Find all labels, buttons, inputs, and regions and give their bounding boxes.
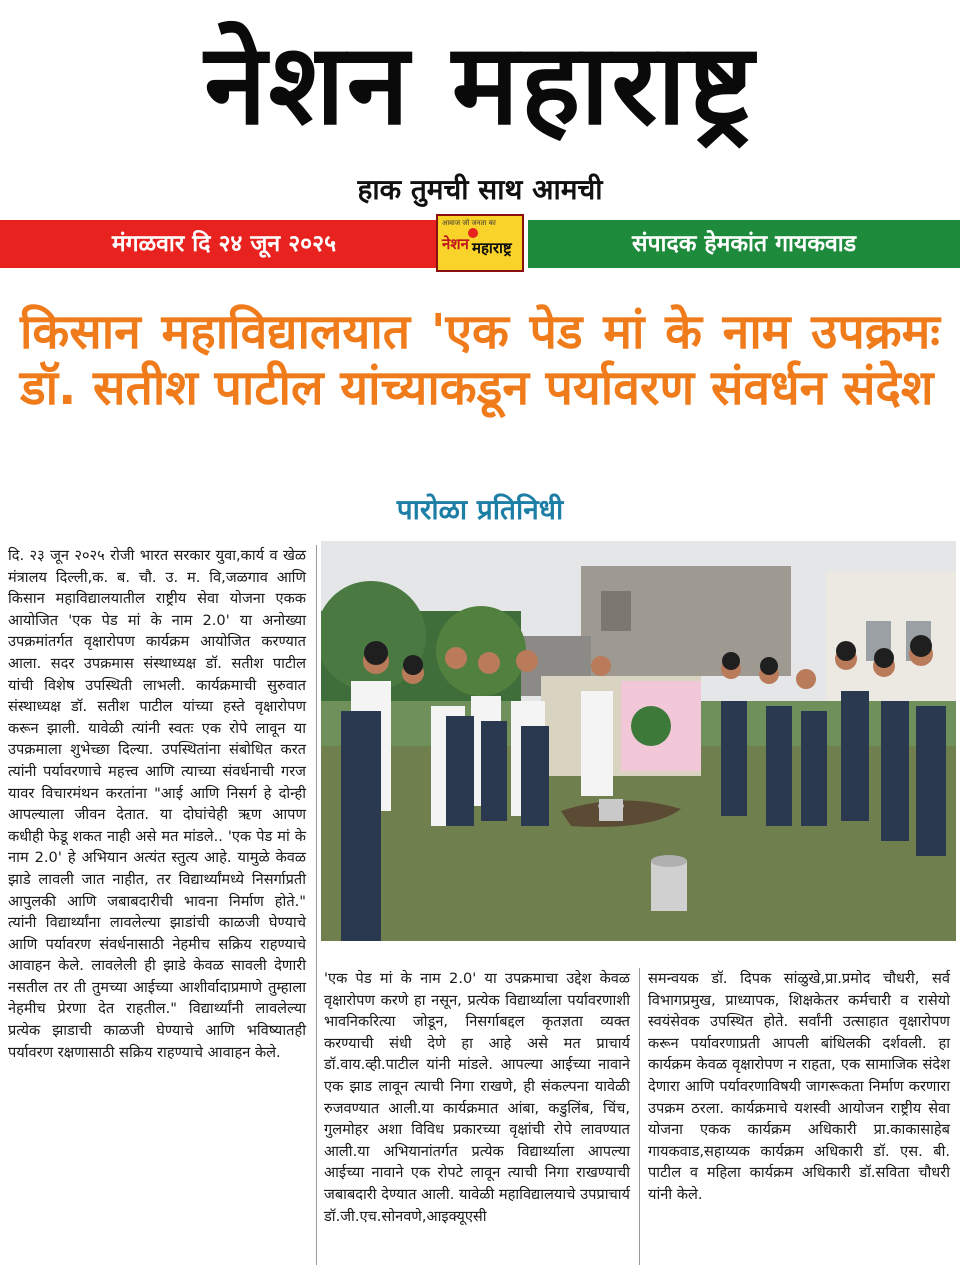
- newspaper-logo: [436, 214, 524, 272]
- issue-date: मंगळवार दि २४ जून २०२५: [111, 231, 337, 257]
- article-headline: किसान महाविद्यालयात 'एक पेड मां के नाम उपक्रमः डॉ. सतीश पाटील यांच्याकडून पर्यावरण संवर्धन संदेश: [20, 304, 940, 416]
- event-photo: [321, 541, 956, 941]
- column-divider: [316, 545, 317, 1265]
- logo-word-maharashtra: महाराष्ट्र: [472, 239, 512, 257]
- editor-name: संपादक हेमकांत गायकवाड: [631, 231, 857, 257]
- masthead-tagline: हाक तुमची साथ आमची: [357, 173, 603, 206]
- mic-icon: [468, 228, 478, 238]
- logo-tagline: आवाज जो जनता का: [442, 219, 496, 227]
- masthead-title: नेशन महाराष्ट्र: [204, 20, 756, 150]
- column-divider: [639, 968, 640, 1265]
- article-column-2: 'एक पेड मां के नाम 2.0' या उपक्रमाचा उद्देश केवळ वृक्षारोपण करणे हा नसून, प्रत्येक विद्यार्थ्याला पर्यावरणाशी भावनिकरित्या जोडून, निसर्गाबद्दल कृतज्ञता व्यक्त करण्याची संधी देणे हा आहे असे मत प्राचार्य डॉ.वाय.व्ही.पाटील यांनी मांडले. आपल्या आईच्या नावाने एक झाड लावून त्याची निगा राखणे, ही संकल्पना यावेळी रुजवण्यात आली.या कार्यक्रमात आंबा, कडुलिंब, चिंच, गुलमोहर अशा विविध प्रकारच्या वृक्षांची रोपे लावण्यात आली.या अभियानांतर्गत प्रत्येक विद्यार्थ्याला आपल्या आईच्या नावाने एक रोपटे लावून त्याची निगा राखण्याची जबाबदारी देण्यात आली. यावेळी महाविद्यालयाचे उपप्राचार्य डॉ.जी.एच.सोनवणे,आइक्यूएसी: [324, 970, 630, 1225]
- reporter-credit: पारोळा प्रतिनिधी: [396, 493, 564, 526]
- article-column-1: दि. २३ जून २०२५ रोजी भारत सरकार युवा,कार्य व खेळ मंत्रालय दिल्ली,क. ब. चौ. उ. म. वि,जळगाव आणि किसान महाविद्यालयातील राष्ट्रीय सेवा योजना एकक आयोजित 'एक पेड मां के नाम 2.0' या अनोख्या उपक्रमांतर्गत वृक्षारोपण कार्यक्रम आयोजित करण्यात आला. सदर उपक्रमास संस्थाध्यक्ष डॉ. सतीश पाटील यांची विशेष उपस्थिती लाभली. कार्यक्रमाची सुरुवात संस्थाध्यक्ष डॉ. सतीश पाटील यांच्या हस्ते वृक्षारोपण करून झाली. यावेळी त्यांनी स्वतः एक रोपे लावून या उपक्रमाला शुभेच्छा दिल्या. उपस्थितांना संबोधित करत त्यांनी पर्यावरणाचे महत्त्व आणि त्याच्या संवर्धनाची गरज यावर विचारमंथन करतांना "आई आणि निसर्ग हे दोन्ही आपल्याला जीवन देतात. या दोघांचेही ऋण आपण कधीही फेडू शकत नाही असे मत मांडले.. 'एक पेड मां के नाम 2.0' हे अभियान अत्यंत स्तुत्य आहे. यामुळे केवळ झाडे लावली जात नाहीत, तर विद्यार्थ्यांमध्ये निसर्गाप्रती आपुलकी आणि जबाबदारीची भावना निर्माण होते." त्यांनी विद्यार्थ्यांना लावलेल्या झाडांची काळजी घेण्याचे आणि पर्यावरण संवर्धनासाठी नेहमीच सक्रिय राहण्याचे आवाहन केले. लावलेली ही झाडे केवळ सावली देणारी नसतील तर ती तुमच्या आईच्या आशीर्वादाप्रमाणे तुम्हाला नेहमीच प्रेरणा देत राहतील." विद्यार्थ्यांनी लावलेल्या प्रत्येक झाडाची काळजी घेण्याचे आणि भविष्यातही पर्यावरण रक्षणासाठी सक्रिय राहण्याचे आवाहन केले.: [8, 547, 306, 1061]
- article-column-3: समन्वयक डॉ. दिपक सांळुखे,प्रा.प्रमोद चौधरी, सर्व विभागप्रमुख, प्राध्यापक, शिक्षकेतर कर्मचारी व रासेयो स्वयंसेवक उपस्थित होते. सर्वांनी उत्साहात वृक्षारोपण करून पर्यावरणाप्रती आपली बांधिलकी दर्शवली. हा कार्यक्रम केवळ वृक्षारोपण न राहता, एक सामाजिक संदेश देणारा आणि पर्यावरणाविषयी जागरूकता निर्माण करणारा उपक्रम ठरला. कार्यक्रमाचे यशस्वी आयोजन राष्ट्रीय सेवा योजना एकक कार्यक्रम अधिकारी प्रा.काकासाहेब गायकवाड,सहाय्यक कार्यक्रम अधिकारी डॉ. एस. बी. पाटील व महिला कार्यक्रम अधिकारी डॉ.सविता चौधरी यांनी केले.: [648, 970, 950, 1203]
- logo-word-nation: नेशन: [442, 235, 469, 253]
